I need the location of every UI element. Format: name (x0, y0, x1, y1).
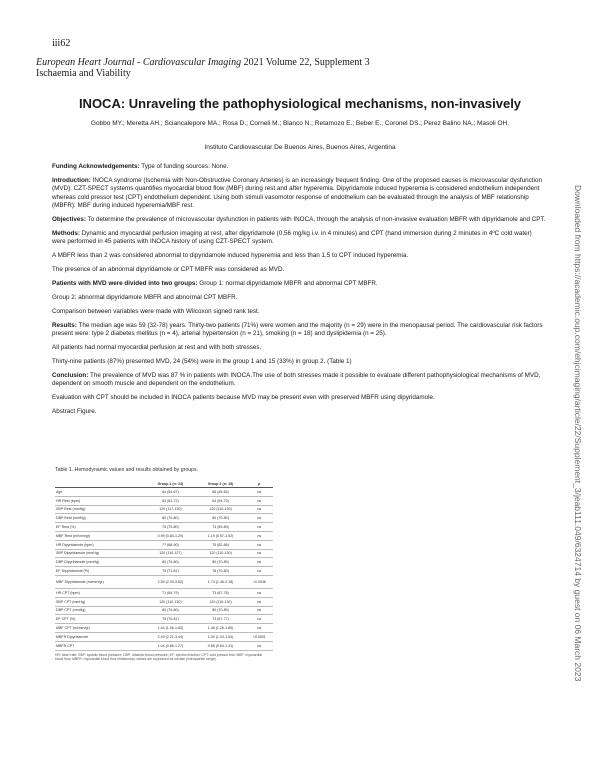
table-cell: 80 (70-80) (145, 558, 195, 567)
paragraph-label: Funding Acknowledgements: (52, 163, 140, 170)
table-cell: 0.99 (0.84-1.29) (145, 531, 195, 540)
table-body (55, 488, 273, 651)
row-label: MBFR Dipyridamole (55, 632, 145, 641)
row-label: DBP CPT (mmHg) (55, 606, 145, 615)
table-cell: 120 (110-130) (195, 549, 245, 558)
table-cell: 1.74 (1.45-2.18) (195, 575, 245, 588)
affiliation: Instituto Cardiovascular De Buenos Aires, Buenos Aires, Argentina (204, 144, 396, 151)
table-cell: 2.59 (2.33-3.82) (145, 575, 195, 588)
table-row (55, 567, 273, 576)
abstract-paragraph (52, 216, 546, 224)
row-label: MBF CPT (ml/min/gr) (55, 624, 145, 633)
table-footnote: HR: heart rate; SBP: systolic blood pressure; DBP: diastolic blood pressure; EF: ejection fraction; CPT: cold pressor test; MBF: myocardial blood flow; MBFR: myocardial blood flow relationship; values are expressed as median (interquartile range). (55, 652, 262, 661)
table-cell: ns (246, 531, 273, 540)
table-cell: 75 (71-81) (145, 567, 195, 576)
journal-issue: 2021 Volume 22, Supplement 3 (243, 57, 370, 68)
table-cell: 77 (68-90) (145, 540, 195, 549)
table-row (55, 575, 273, 588)
abstract-paragraph (52, 252, 546, 260)
table-cell: 120 (117-130) (145, 505, 195, 514)
table-cell: 73 (67-77) (195, 615, 245, 624)
abstract-paragraph (52, 230, 546, 247)
page-number: iii62 (52, 38, 71, 49)
paragraph-text: Group 2: abnormal dipyridamole MBFR and abnormal CPT MBFR. (52, 293, 238, 301)
paragraph-text: Thirty-nine patients (87%) presented MVD, 24 (54%) were in the group 1 and 15 (33%) in group 2. (Table 1) (52, 358, 352, 365)
author-list: Gobbo MY.; Meretta AH.; Sciancalepore MA.; Rosa D.; Corneli M.; Blanco N.; Retamozo E.; Beber E.; Coronel DS.; Perez Balino NA.; Masoli OH. (90, 120, 510, 127)
table-row (55, 588, 273, 597)
table-cell: 80 (70-80) (195, 606, 245, 615)
table-cell: 120 (110-130) (195, 505, 245, 514)
journal-citation (36, 57, 370, 68)
row-label: EF CPT (%) (55, 615, 145, 624)
table-row (55, 624, 273, 633)
table-cell: 80 (70-80) (195, 514, 245, 523)
table-row (55, 615, 273, 624)
paragraph-text: Abstract Figure. (52, 408, 97, 416)
table-cell: 75 (62-86) (195, 540, 245, 549)
journal-name: European Heart Journal - Cardiovascular Imaging (36, 57, 242, 68)
row-label: EF Dipyridamole (%) (55, 567, 145, 576)
results-table (55, 481, 273, 651)
table-cell: 64 (54-70) (195, 496, 245, 505)
table-cell: ns (246, 558, 273, 567)
paragraph-label: Objectives: (52, 216, 86, 224)
table-header-cell: Group 1 (n: 24) (145, 481, 195, 488)
table-cell: ns (246, 641, 273, 650)
table-cell: ns (246, 488, 273, 497)
table-row (55, 505, 273, 514)
paragraph-text: The median age was 59 (32-78) years. Thirty-two patients (71%) were women and the majority (n = 29) were in the menopausal period. The cardiovascular risk factors present were: type 2 diabetes mellitus (n = 4), arterial hypertension (n = 21), smoking (n = 18) and dyslipidemia (n = 25). (52, 321, 543, 338)
table-cell: 80 (70-80) (195, 558, 245, 567)
table-cell: ns (246, 615, 273, 624)
paragraph-label: Conclusion: (52, 371, 89, 379)
table-cell: 1.44 (1.06-1.83) (145, 624, 195, 633)
table-cell: ns (246, 540, 273, 549)
table-cell: ns (246, 606, 273, 615)
table-row (55, 549, 273, 558)
table-cell: ns (246, 549, 273, 558)
paragraph-text: All patients had normal myocardial perfusion at rest and with both stresses. (52, 344, 262, 352)
abstract-paragraph (52, 322, 546, 339)
row-label: Age (55, 488, 145, 497)
table-cell: ns (246, 597, 273, 606)
results-table-figure (55, 467, 275, 661)
article-title: INOCA: Unraveling the pathophysiological mechanisms, non-invasively (78, 96, 522, 111)
table-cell: 56 (45-64) (195, 488, 245, 497)
paragraph-text: INOCA syndrome (Ischemia with Non-Obstructive Coronary Arteries) is an increasingly frequent finding. One of the proposed causes is microvascular dysfunction (MVD). CZT-SPECT systems quantifies myocardial blood flow (MBF) during rest and after hyperemia. Dipyridamole induced hyperemia is considered endothelium independent whereas cold pressor test (CPT) endothelium dependent. Using both stimuli vasomotor response of endothelium can be evaluated through the analysis of MBF relationship (MBFR): MBF during induced hyperemia/MBF rest. (52, 176, 542, 210)
table-cell: ns (246, 514, 273, 523)
paragraph-text: Evaluation with CPT should be included in INOCA patients because MVD may be present even with preserved MBFR using dipyridamole. (52, 394, 435, 402)
paragraph-label: Introduction: (52, 176, 91, 184)
row-label: DBP Rest (mmHg) (55, 514, 145, 523)
row-label: SBP CPT (mmHg) (55, 597, 145, 606)
table-cell: 1.46 (1.26-1.80) (195, 624, 245, 633)
table-caption: Table 1. Hemodynamic values and results obtained by groups. (55, 467, 199, 473)
table-cell: 120 (110-130) (145, 597, 195, 606)
row-label: HR Rest (bpm) (55, 496, 145, 505)
table-cell: ns (246, 496, 273, 505)
abstract-paragraph (52, 372, 546, 389)
table-cell: ns (246, 588, 273, 597)
table-row (55, 632, 273, 641)
table-cell: 63 (61-72) (145, 496, 195, 505)
abstract-paragraph (52, 394, 546, 402)
paragraph-text: Group 1: normal dipyridamole MBFR and abnormal CPT MBFR. (197, 280, 378, 288)
row-label: SBP Rest (mmHg) (55, 505, 145, 514)
paragraph-text: The prevalence of MVD was 87 % in patients with INOCA.The use of both stresses made it possible to evaluate different pathophysiological mechanisms of MVD, dependent on smooth muscle and dependent on the endothelium. (52, 371, 541, 388)
row-label: HR CPT (bpm) (55, 588, 145, 597)
table-cell: 73 (67-76) (195, 588, 245, 597)
table-cell: 120 (110-130) (195, 597, 245, 606)
table-row (55, 488, 273, 497)
table-cell: 1.19 (0.97-1.52) (195, 531, 245, 540)
download-notice: Downloaded from https://academic.oup.com/ehjcimaging/article/22/Supplement_3/jeab111.049/6324714 by guest on 06 March 2023 (573, 185, 583, 682)
row-label: MBF Dipyridamole (ml/min/gr) (55, 575, 145, 588)
table-cell: 0.85 (0.64-1.31) (195, 641, 245, 650)
row-label: SBP Dipyridamole (mmHg) (55, 549, 145, 558)
abstract-paragraph (52, 163, 546, 171)
table-cell: 120 (110-127) (145, 549, 195, 558)
row-label: EF Rest (%) (55, 523, 145, 532)
table-cell: 1.39 (1.03-1.54) (195, 632, 245, 641)
paragraph-label: Results: (52, 321, 77, 329)
table-cell: ns (246, 505, 273, 514)
table-row (55, 514, 273, 523)
abstract-paragraph (52, 344, 546, 352)
table-cell: 78 (70-80) (195, 567, 245, 576)
table-row (55, 540, 273, 549)
table-cell: ns (246, 567, 273, 576)
abstract-paragraph (52, 308, 546, 316)
table-cell: <0.0001 (246, 632, 273, 641)
table-cell: 80 (70-80) (145, 514, 195, 523)
table-header-cell: p (246, 481, 273, 488)
table-row (55, 597, 273, 606)
row-label: DBP Dipyridamole (mmHg) (55, 558, 145, 567)
table-cell: 1.04 (0.86-1.27) (145, 641, 195, 650)
paragraph-label: Methods: (52, 229, 80, 237)
abstract-paragraph (52, 266, 546, 274)
row-label: HR Dipyridamole (bpm) (55, 540, 145, 549)
table-cell: 2.49 (2.21-3.44) (145, 632, 195, 641)
abstract-body (52, 163, 546, 422)
paragraph-text: The presence of an abnormal dipyridamole or CPT MBFR was considered as MVD. (52, 266, 285, 274)
table-row (55, 496, 273, 505)
row-label: MBFR CPT (55, 641, 145, 650)
paragraph-text: Dynamic and myocardial perfusion imaging at rest, after dipyridamole (0,56 mg/kg i.v. in 4 minutes) and CPT (hand immersion during 2 minutes in 4ºC cold water) were performed in 45 patients with INOCA history of using CZT-SPECT system. (52, 229, 532, 246)
table-cell: 74 (69-80) (195, 523, 245, 532)
abstract-paragraph (52, 294, 546, 302)
paragraph-text: Comparison between variables were made with Wilcoxon signed rank test. (52, 307, 260, 315)
table-cell: 71 (64-79) (145, 588, 195, 597)
row-label: MBF Rest (ml/min/gr) (55, 531, 145, 540)
abstract-paragraph (52, 280, 546, 288)
table-row (55, 558, 273, 567)
table-cell: 80 (70-80) (145, 606, 195, 615)
abstract-paragraph (52, 177, 546, 211)
table-header-cell: Group 2 (n: 15) (195, 481, 245, 488)
paragraph-text: A MBFR less than 2 was considered abnormal to dipyridamole induced hyperemia and less than 1.5 to CPT induced hyperemia. (52, 252, 409, 260)
table-cell: 64 (54-67) (145, 488, 195, 497)
table-cell: ns (246, 523, 273, 532)
table-cell: 75 (70-81) (145, 615, 195, 624)
section-heading: Ischaemia and Viability (36, 68, 131, 79)
table-cell: <0.0036 (246, 575, 273, 588)
table-row (55, 531, 273, 540)
paragraph-text: To determine the prevalence of microvascular dysfunction in patients with INOCA, through the analysis of non-invasive evaluation MBFR with dipyridamole and CPT. (85, 216, 546, 224)
table-cell: 75 (70-80) (145, 523, 195, 532)
abstract-paragraph (52, 408, 546, 416)
table-row (55, 606, 273, 615)
table-cell: ns (246, 624, 273, 633)
paragraph-label: Patients with MVD were divided into two groups: (52, 280, 198, 288)
table-row (55, 641, 273, 650)
abstract-paragraph (52, 358, 546, 366)
paragraph-text: Type of funding sources: None. (139, 163, 229, 170)
table-row (55, 523, 273, 532)
